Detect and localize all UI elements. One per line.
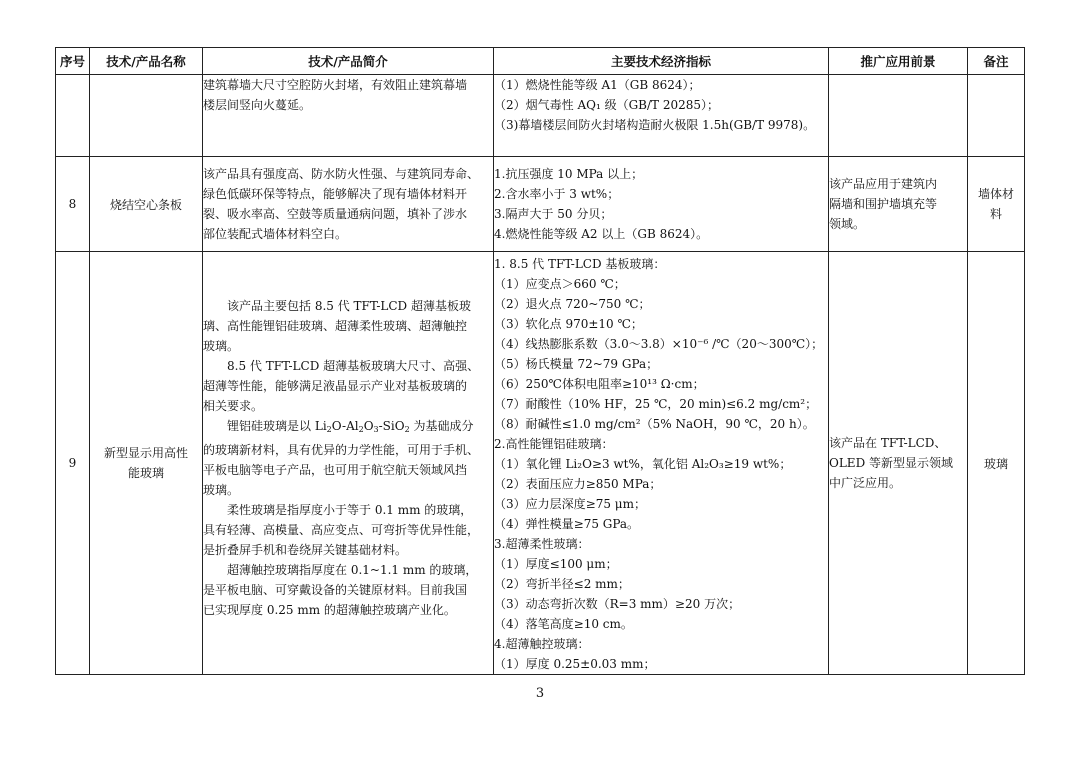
intro-line: 绿色低碳环保等特点，能够解决了现有墙体材料开 <box>203 187 468 201</box>
indicator-line: 1.抗压强度 10 MPa 以上； <box>494 167 644 181</box>
cont-serial-cell <box>56 75 90 157</box>
indicator-line: （1）氧化锂 Li₂O≥3 wt%，氧化铝 Al₂O₃≥19 wt%； <box>494 457 792 471</box>
cont-remark-cell <box>968 75 1025 157</box>
remark-line: 墙体材 <box>977 187 1014 201</box>
indicator-line: （2）烟气毒性 AQ₁ 级（GB/T 20285）； <box>494 98 720 112</box>
intro-line: 部位装配式墙体材料空白。 <box>203 227 348 241</box>
intro-line: 璃、高性能锂铝硅玻璃、超薄柔性玻璃、超薄触控 <box>203 319 468 333</box>
intro-line: 超薄等性能，能够满足液晶显示产业对基板玻璃的 <box>203 379 468 393</box>
row8-serial: 8 <box>56 157 90 252</box>
name-line: 新型显示用高性 <box>103 446 188 460</box>
header-serial: 序号 <box>56 48 90 75</box>
intro-line: 8.5 代 TFT-LCD 超薄基板玻璃大尺寸、高强、 <box>227 359 480 373</box>
intro-line: 楼层间竖向火蔓延。 <box>203 98 312 112</box>
table-header-row <box>56 48 1025 75</box>
prospect-line: 中广泛应用。 <box>829 476 902 490</box>
cont-name-cell <box>90 75 203 157</box>
row8-indicators-cell <box>494 157 829 252</box>
table-row-8 <box>56 157 1025 252</box>
indicator-line: 3.超薄柔性玻璃： <box>494 537 590 551</box>
prospect-line: 领域。 <box>829 217 866 231</box>
cont-indicators-cell <box>494 75 829 157</box>
row8-intro-cell <box>203 157 494 252</box>
intro-line: 该产品具有强度高、防水防火性强、与建筑同寿命、 <box>203 167 480 181</box>
indicator-line: （4）落笔高度≥10 cm。 <box>494 617 633 631</box>
indicator-line: 2.高性能锂铝硅玻璃： <box>494 437 614 451</box>
indicator-line: （3)幕墙楼层间防火封堵构造耐火极限 1.5h(GB/T 9978)。 <box>494 118 816 132</box>
header-name: 技术/产品名称 <box>90 48 203 75</box>
header-intro: 技术/产品简介 <box>203 48 494 75</box>
indicator-line: （3）软化点 970±10 ℃； <box>494 317 643 331</box>
indicator-line: （3）应力层深度≥75 μm； <box>494 497 646 511</box>
cont-prospect-cell <box>829 75 968 157</box>
intro-line: 柔性玻璃是指厚度小于等于 0.1 mm 的玻璃， <box>227 503 473 517</box>
remark-line: 料 <box>989 207 1002 221</box>
indicator-line: 4.超薄触控玻璃： <box>494 637 590 651</box>
indicator-line: （2）退火点 720~750 ℃； <box>494 297 651 311</box>
indicator-line: （4）弹性模量≥75 GPa。 <box>494 517 640 531</box>
indicator-line: 4.燃烧性能等级 A2 以上（GB 8624）。 <box>494 227 709 241</box>
row8-remark-cell <box>968 157 1025 252</box>
indicator-line: 2.含水率小于 3 wt%； <box>494 187 620 201</box>
document-table <box>55 47 1025 675</box>
indicator-line: （5）杨氏模量 72~79 GPa； <box>494 357 659 371</box>
indicator-line: （8）耐碱性≤1.0 mg/cm²（5% NaOH，90 ℃，20 h）。 <box>494 417 815 431</box>
row9-name-cell <box>90 252 203 675</box>
indicator-line: （6）250℃体积电阻率≥10¹³ Ω·cm； <box>494 377 705 391</box>
indicator-line: （2）表面压应力≥850 MPa； <box>494 477 662 491</box>
prospect-line: OLED 等新型显示领域 <box>829 456 954 470</box>
indicator-line: （2）弯折半径≤2 mm； <box>494 577 630 591</box>
indicator-line: （1）厚度 0.25±0.03 mm； <box>494 657 656 671</box>
intro-line: 建筑幕墙大尺寸空腔防火封堵，有效阻止建筑幕墙 <box>203 78 468 92</box>
row9-intro-cell <box>203 252 494 675</box>
page-number: 3 <box>535 686 545 701</box>
header-remark: 备注 <box>968 48 1025 75</box>
intro-formula-line: 锂铝硅玻璃是以 $Li_2O-Al_2O_3-SiO_2$ 为基础成分 <box>227 419 474 434</box>
indicator-line: （7）耐酸性（10% HF，25 ℃，20 min)≤6.2 mg/cm²； <box>494 397 818 411</box>
chemical-formula: $Li_2O-Al_2O_3-SiO_2$ <box>314 419 410 434</box>
intro-line: 该产品主要包括 8.5 代 TFT-LCD 超薄基板玻 <box>227 299 471 313</box>
row9-remark: 玻璃 <box>968 252 1025 675</box>
indicator-line: （3）动态弯折次数（R=3 mm）≥20 万次； <box>494 597 741 611</box>
header-prospect: 推广应用前景 <box>829 48 968 75</box>
intro-line: 玻璃。 <box>203 483 240 497</box>
header-indicators: 主要技术经济指标 <box>494 48 829 75</box>
intro-line: 是折叠屏手机和卷绕屏关键基础材料。 <box>203 543 408 557</box>
indicator-line: （1）应变点＞660 ℃； <box>494 277 626 291</box>
indicator-line: （4）线热膨胀系数（3.0～3.8）×10⁻⁶ /℃（20～300℃）； <box>494 337 824 351</box>
table-row-9 <box>56 252 1025 675</box>
intro-line: 平板电脑等电子产品，也可用于航空航天领域风挡 <box>203 463 468 477</box>
row8-prospect-cell <box>829 157 968 252</box>
intro-line: 超薄触控玻璃指厚度在 0.1~1.1 mm 的玻璃， <box>227 563 478 577</box>
prospect-line: 隔墙和围护墙填充等 <box>829 197 938 211</box>
intro-line: 是平板电脑、可穿戴设备的关键原材料。目前我国 <box>203 583 468 597</box>
indicator-line: 3.隔声大于 50 分贝； <box>494 207 613 221</box>
intro-line: 裂、吸水率高、空鼓等质量通病问题，填补了涉水 <box>203 207 468 221</box>
indicator-line: 1. 8.5 代 TFT-LCD 基板玻璃： <box>494 257 666 271</box>
row9-prospect-cell <box>829 252 968 675</box>
row8-name: 烧结空心条板 <box>90 157 203 252</box>
intro-line: 具有轻薄、高模量、高应变点、可弯折等优异性能， <box>203 523 480 537</box>
prospect-line: 该产品在 TFT-LCD、 <box>829 436 947 450</box>
row9-indicators-cell <box>494 252 829 675</box>
indicator-line: （1）燃烧性能等级 A1（GB 8624）； <box>494 78 701 92</box>
prospect-line: 该产品应用于建筑内 <box>829 177 938 191</box>
table-row-continued <box>56 75 1025 157</box>
cont-intro-cell <box>203 75 494 157</box>
intro-line: 玻璃。 <box>203 339 240 353</box>
intro-line: 相关要求。 <box>203 399 264 413</box>
indicator-line: （1）厚度≤100 μm； <box>494 557 618 571</box>
name-line: 能玻璃 <box>127 466 164 480</box>
intro-line: 已实现厚度 0.25 mm 的超薄触控玻璃产业化。 <box>203 603 456 617</box>
intro-line: 的玻璃新材料，具有优异的力学性能，可用于手机、 <box>203 443 480 457</box>
row9-serial: 9 <box>56 252 90 675</box>
